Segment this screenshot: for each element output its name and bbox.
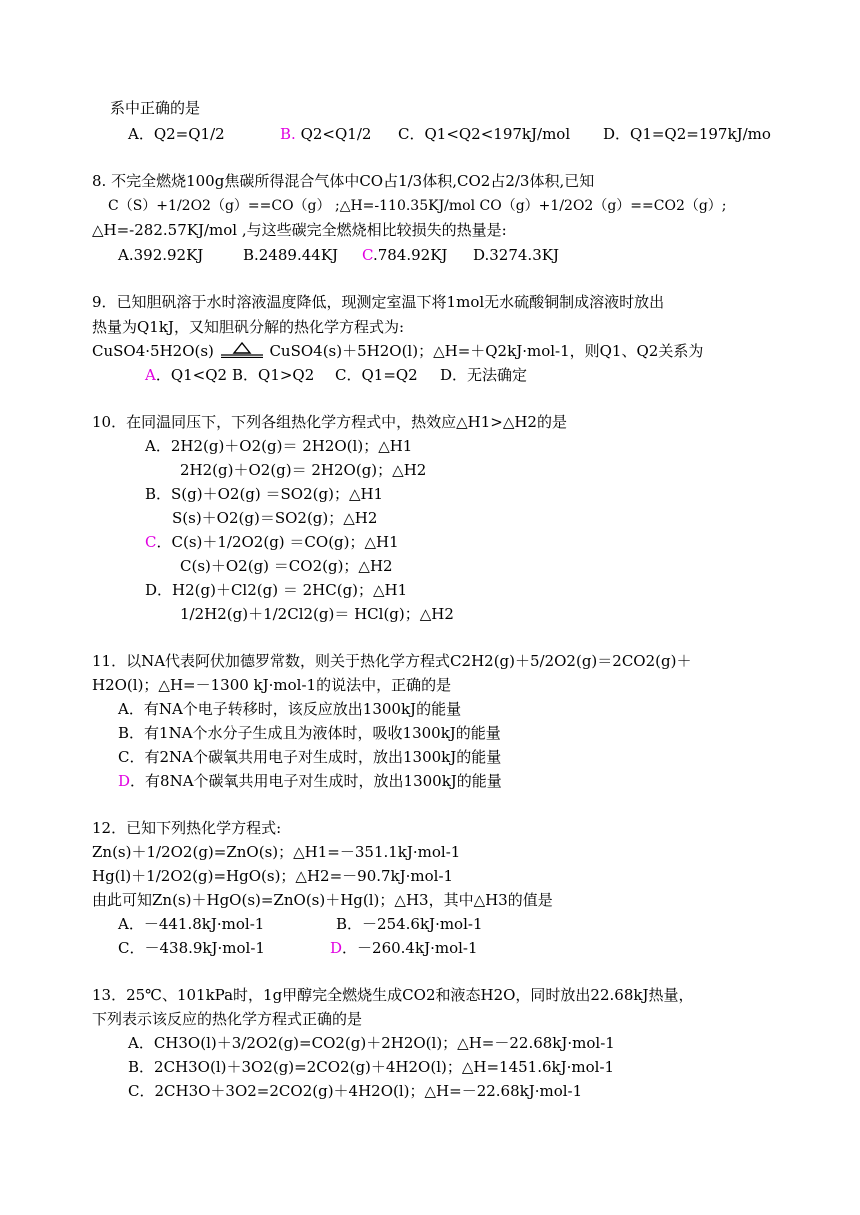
q7-option-c: C．Q1<Q2<197kJ/mol	[398, 125, 571, 143]
q10-option-b-eq1: B．S(g)＋O2(g) ＝SO2(g)；△H1	[145, 485, 384, 503]
q7-option-d: D．Q1=Q2=197kJ/mo	[603, 125, 771, 143]
q11-option-d-text: ．有8NA个碳氧共用电子对生成时，放出1300kJ的能量	[130, 772, 502, 790]
q12-equation-2: Hg(l)＋1/2O2(g)=HgO(s)；△H2=－90.7kJ·mol-1	[92, 867, 454, 885]
q10-option-a-eq2: 2H2(g)＋O2(g)＝ 2H2O(g)；△H2	[180, 461, 427, 479]
q7-stem-tail: 系中正确的是	[110, 99, 201, 117]
q13-option-c: C．2CH3O＋3O2=2CO2(g)＋4H2O(l)；△H=－22.68kJ·mol-1	[128, 1082, 583, 1100]
q11-option-c: C．有2NA个碳氧共用电子对生成时，放出1300kJ的能量	[118, 748, 502, 766]
q10-option-c-eq1-text: ．C(s)＋1/2O2(g) ＝CO(g)；△H1	[156, 533, 399, 551]
q9-stem-line2: 热量为Q1kJ，又知胆矾分解的热化学方程式为:	[92, 318, 404, 336]
q8-stem-line2: C（S）+1/2O2（g）==CO（g） ;△H=-110.35KJ/mol CO（g）+1/2O2（g）==CO2（g）;	[108, 198, 727, 214]
q7-option-b-text: Q2<Q1/2	[295, 125, 372, 143]
q9-equation	[92, 341, 703, 361]
q11-option-b: B．有1NA个水分子生成且为液体时，吸收1300kJ的能量	[118, 724, 501, 742]
q11-stem-line2: H2O(l)；△H=－1300 kJ·mol-1的说法中，正确的是	[92, 676, 452, 694]
q10-option-b-eq2: S(s)＋O2(g)＝SO2(g)；△H2	[172, 509, 378, 527]
q12-option-d-text: ．－260.4kJ·mol-1	[342, 939, 478, 957]
q7-answer-mark: B.	[280, 125, 296, 143]
q12-equation-1: Zn(s)＋1/2O2(g)=ZnO(s)；△H1=－351.1kJ·mol-1	[92, 843, 461, 861]
q10-option-d-eq2: 1/2H2(g)＋1/2Cl2(g)＝ HCl(g)；△H2	[180, 605, 454, 623]
q8-option-d: D.3274.3KJ	[473, 246, 559, 264]
q9-option-c: C．Q1=Q2	[335, 366, 418, 384]
q9-option-a	[145, 365, 227, 385]
q13-option-a: A．CH3O(l)＋3/2O2(g)=CO2(g)＋2H2O(l)；△H=－22.68kJ·mol-1	[128, 1034, 615, 1052]
q9-option-d: D．无法确定	[440, 366, 528, 384]
q8-answer-mark: C	[362, 246, 373, 264]
q9-equation-left: CuSO4·5H2O(s)	[92, 342, 214, 360]
q12-question: 由此可知Zn(s)＋HgO(s)=ZnO(s)＋Hg(l)；△H3，其中△H3的值是	[92, 891, 553, 909]
q13-stem-line2: 下列表示该反应的热化学方程式正确的是	[92, 1010, 363, 1028]
q12-stem: 12．已知下列热化学方程式:	[92, 819, 282, 837]
q12-answer-mark: D	[330, 939, 343, 957]
q12-option-c: C．－438.9kJ·mol-1	[118, 939, 265, 957]
q11-answer-mark: D	[118, 772, 131, 790]
q12-option-d	[330, 938, 478, 958]
q10-stem: 10．在同温同压下，下列各组热化学方程式中，热效应△H1>△H2的是	[92, 413, 567, 431]
q10-option-a-eq1: A．2H2(g)＋O2(g)＝ 2H2O(l)；△H1	[145, 437, 413, 455]
q11-stem-line1: 11．以NA代表阿伏加德罗常数，则关于热化学方程式C2H2(g)＋5/2O2(g)＝2CO2(g)＋	[92, 652, 692, 670]
q9-equation-right: CuSO4(s)＋5H2O(l)；△H=＋Q2kJ·mol-1，则Q1、Q2关系为	[269, 342, 704, 360]
q10-answer-mark: C	[145, 533, 157, 551]
q8-option-c	[362, 245, 447, 265]
q8-stem-line3: △H=-282.57KJ/mol ,与这些碳完全燃烧相比较损失的热量是:	[92, 221, 507, 239]
q8-option-b: B.2489.44KJ	[243, 246, 339, 264]
q9-answer-mark: A	[145, 366, 156, 384]
q13-stem-line1: 13．25℃、101kPa时，1g甲醇完全燃烧生成CO2和液态H2O，同时放出22.68kJ热量，	[92, 986, 694, 1004]
triangle-over-double-line-icon	[219, 342, 265, 358]
q13-option-b: B．2CH3O(l)＋3O2(g)=2CO2(g)＋4H2O(l)；△H=1451.6kJ·mol-1	[128, 1058, 615, 1076]
q10-option-c-eq2: C(s)＋O2(g) ＝CO2(g)；△H2	[180, 557, 393, 575]
q10-option-d-eq1: D．H2(g)＋Cl2(g) ＝ 2HC(g)；△H1	[145, 581, 408, 599]
q10-option-c-eq1	[145, 532, 399, 552]
q7-option-b	[280, 124, 371, 144]
q7-option-a: A．Q2=Q1/2	[128, 125, 225, 143]
q8-stem-line1: 8. 不完全燃烧100g焦碳所得混合气体中CO占1/3体积,CO2占2/3体积,已知	[92, 172, 595, 190]
q8-option-a: A.392.92KJ	[118, 246, 204, 264]
q9-option-a-text: ．Q1<Q2	[155, 366, 228, 384]
q9-stem-line1: 9．已知胆矾溶于水时溶液温度降低，现测定室温下将1mol无水硫酸铜制成溶液时放出	[92, 293, 665, 311]
q11-option-a: A．有NA个电子转移时，该反应放出1300kJ的能量	[118, 700, 462, 718]
q11-option-d	[118, 771, 502, 791]
q12-option-a: A．－441.8kJ·mol-1	[118, 915, 265, 933]
q12-option-b: B．－254.6kJ·mol-1	[336, 915, 483, 933]
q8-option-c-text: .784.92KJ	[372, 246, 448, 264]
q9-option-b: B．Q1>Q2	[232, 366, 315, 384]
